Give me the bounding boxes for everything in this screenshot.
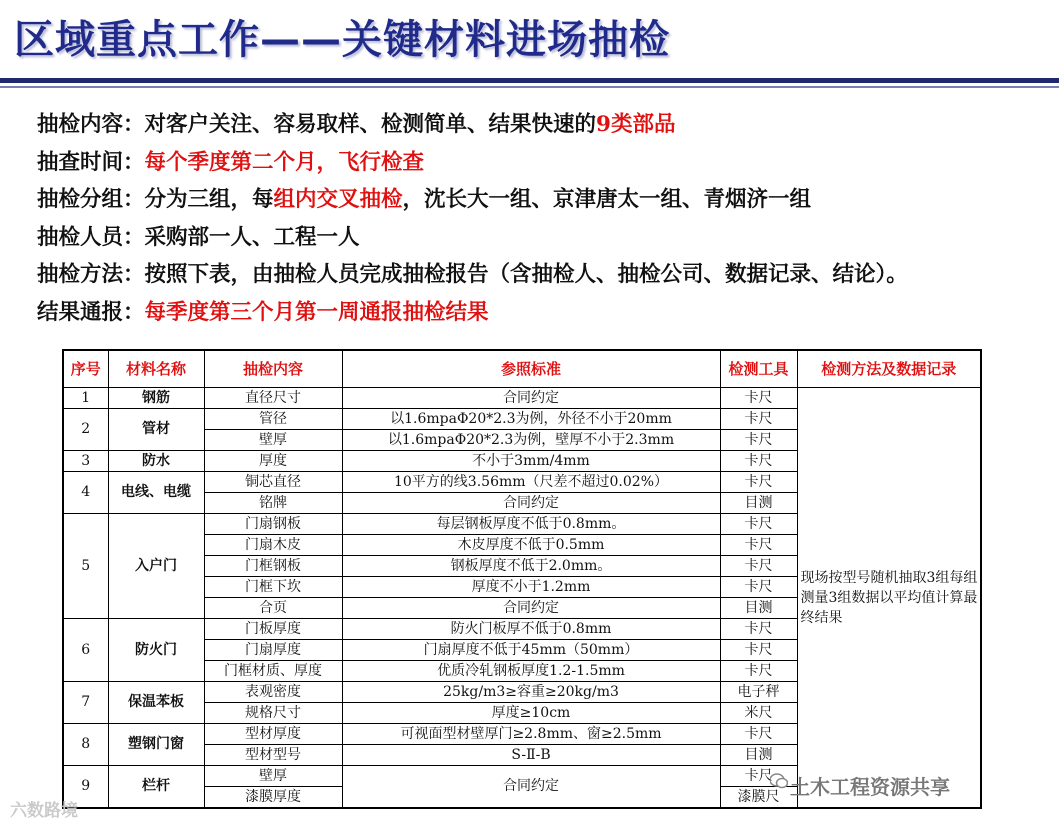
reference-standard: S-Ⅱ-B	[342, 745, 720, 766]
material-name: 钢筋	[108, 388, 204, 409]
info-line	[37, 144, 908, 182]
inspection-tool: 卡尺	[720, 472, 797, 493]
inspection-item: 门扇厚度	[204, 640, 342, 661]
info-line-highlight: 每季度第三个月第一周通报抽检结果	[144, 299, 489, 325]
item-number: 8	[63, 724, 108, 766]
table-header-row	[63, 350, 981, 388]
info-line-label: 抽检分组：	[37, 187, 145, 212]
material-name: 塑钢门窗	[108, 724, 204, 766]
inspection-item: 门框下坎	[204, 577, 342, 598]
material-name: 保温苯板	[108, 682, 204, 724]
inspection-item: 门板厚度	[204, 619, 342, 640]
info-line-label: 抽检方法：	[37, 262, 145, 287]
inspection-item: 门框钢板	[204, 556, 342, 577]
inspection-item: 厚度	[204, 451, 342, 472]
reference-standard: 不小于3mm/4mm	[342, 451, 720, 472]
item-number: 1	[63, 388, 108, 409]
inspection-tool: 卡尺	[720, 640, 797, 661]
item-number: 4	[63, 472, 108, 514]
material-name: 防火门	[108, 619, 204, 682]
reference-standard: 防火门板厚不低于0.8mm	[342, 619, 720, 640]
inspection-tool: 卡尺	[720, 514, 797, 535]
material-name: 电线、电缆	[108, 472, 204, 514]
info-line-text: 按照下表，由抽检人员完成抽检报告（含抽检人、抽检公司、数据记录、结论）。	[144, 262, 908, 287]
inspection-tool: 卡尺	[720, 766, 797, 787]
inspection-item: 合页	[204, 598, 342, 619]
reference-standard: 门扇厚度不低于45mm（50mm）	[342, 640, 720, 661]
reference-standard: 厚度≥10cm	[342, 703, 720, 724]
inspection-item: 门扇木皮	[204, 535, 342, 556]
inspection-item: 铜芯直径	[204, 472, 342, 493]
table-header-cell: 抽检内容	[204, 350, 342, 388]
inspection-tool: 卡尺	[720, 451, 797, 472]
table-header-cell: 材料名称	[108, 350, 204, 388]
inspection-tool: 卡尺	[720, 619, 797, 640]
item-number: 5	[63, 514, 108, 619]
title-divider	[0, 78, 1059, 83]
reference-standard: 以1.6mpaΦ20*2.3为例，壁厚不小于2.3mm	[342, 430, 720, 451]
info-line	[37, 219, 908, 257]
inspection-item: 型材型号	[204, 745, 342, 766]
item-number: 6	[63, 619, 108, 682]
inspection-item: 壁厚	[204, 766, 342, 787]
item-number: 2	[63, 409, 108, 451]
wechat-icon	[770, 773, 788, 789]
inspection-item: 门框材质、厚度	[204, 661, 342, 682]
info-line-label: 抽查时间：	[37, 149, 145, 175]
info-line	[37, 106, 908, 144]
watermark-right: 土木工程资源共享	[790, 775, 950, 799]
inspection-item: 壁厚	[204, 430, 342, 451]
info-line	[37, 181, 908, 219]
inspection-tool: 卡尺	[720, 388, 797, 409]
item-number: 3	[63, 451, 108, 472]
inspection-item: 规格尺寸	[204, 703, 342, 724]
inspection-tool: 目测	[720, 598, 797, 619]
info-line-text: 对客户关注、容易取样、检测简单、结果快速的	[144, 112, 597, 137]
title-divider-thin	[0, 86, 1059, 88]
info-line-label: 抽检人员：	[37, 224, 145, 250]
reference-standard: 合同约定	[342, 493, 720, 514]
inspection-item: 表观密度	[204, 682, 342, 703]
info-line-label: 抽检内容：	[37, 112, 145, 137]
info-line-text: 采购部一人、工程一人	[144, 224, 360, 250]
inspection-tool: 卡尺	[720, 724, 797, 745]
reference-standard: 钢板厚度不低于2.0mm。	[342, 556, 720, 577]
inspection-table	[62, 349, 982, 809]
info-lines	[37, 106, 908, 331]
inspection-tool: 漆膜尺	[720, 787, 797, 809]
reference-standard: 25kg/m3≥容重≥20kg/m3	[342, 682, 720, 703]
table-header-cell: 检测方法及数据记录	[797, 350, 981, 388]
inspection-tool: 卡尺	[720, 577, 797, 598]
table-header-cell: 序号	[63, 350, 108, 388]
inspection-item: 直径尺寸	[204, 388, 342, 409]
watermark-left: 六数路境	[10, 801, 78, 821]
reference-standard: 木皮厚度不低于0.5mm	[342, 535, 720, 556]
info-line-highlight: 9类部品	[596, 112, 676, 137]
info-line-tail: ，沈长大一组、京津唐太一组、青烟济一组	[402, 187, 812, 212]
info-line	[37, 256, 908, 294]
material-name: 栏杆	[108, 766, 204, 809]
reference-standard: 可视面型材壁厚门≥2.8mm、窗≥2.5mm	[342, 724, 720, 745]
reference-standard: 优质冷轧钢板厚度1.2-1.5mm	[342, 661, 720, 682]
item-number: 9	[63, 766, 108, 809]
reference-standard: 合同约定	[342, 766, 720, 809]
reference-standard: 每层钢板厚度不低于0.8mm。	[342, 514, 720, 535]
inspection-tool: 电子秤	[720, 682, 797, 703]
info-line-highlight: 组内交叉抽检	[273, 187, 403, 212]
inspection-item: 门扇钢板	[204, 514, 342, 535]
inspection-tool: 米尺	[720, 703, 797, 724]
reference-standard: 合同约定	[342, 598, 720, 619]
item-number: 7	[63, 682, 108, 724]
table-header-cell: 参照标准	[342, 350, 720, 388]
inspection-tool: 卡尺	[720, 430, 797, 451]
method-remark: 现场按型号随机抽取3组每组测量3组数据以平均值计算最终结果	[797, 388, 981, 809]
inspection-tool: 卡尺	[720, 661, 797, 682]
material-name: 管材	[108, 409, 204, 451]
reference-standard: 厚度不小于1.2mm	[342, 577, 720, 598]
info-line-label: 结果通报：	[37, 299, 145, 325]
inspection-tool: 卡尺	[720, 409, 797, 430]
inspection-item: 铭牌	[204, 493, 342, 514]
inspection-tool: 卡尺	[720, 535, 797, 556]
reference-standard: 合同约定	[342, 388, 720, 409]
reference-standard: 以1.6mpaΦ20*2.3为例，外径不小于20mm	[342, 409, 720, 430]
table-header-cell: 检测工具	[720, 350, 797, 388]
inspection-tool: 目测	[720, 745, 797, 766]
inspection-tool: 卡尺	[720, 556, 797, 577]
table-row	[63, 388, 981, 409]
material-name: 入户门	[108, 514, 204, 619]
inspection-item: 型材厚度	[204, 724, 342, 745]
inspection-item: 管径	[204, 409, 342, 430]
info-line-text: 分为三组，每	[144, 187, 274, 212]
info-line-highlight: 每个季度第二个月，飞行检查	[144, 149, 425, 175]
reference-standard: 10平方的线3.56mm（尺差不超过0.02%）	[342, 472, 720, 493]
info-line	[37, 294, 908, 332]
material-name: 防水	[108, 451, 204, 472]
inspection-item: 漆膜厚度	[204, 787, 342, 809]
page-title: 区域重点工作——关键材料进场抽检	[14, 17, 670, 63]
inspection-tool: 目测	[720, 493, 797, 514]
